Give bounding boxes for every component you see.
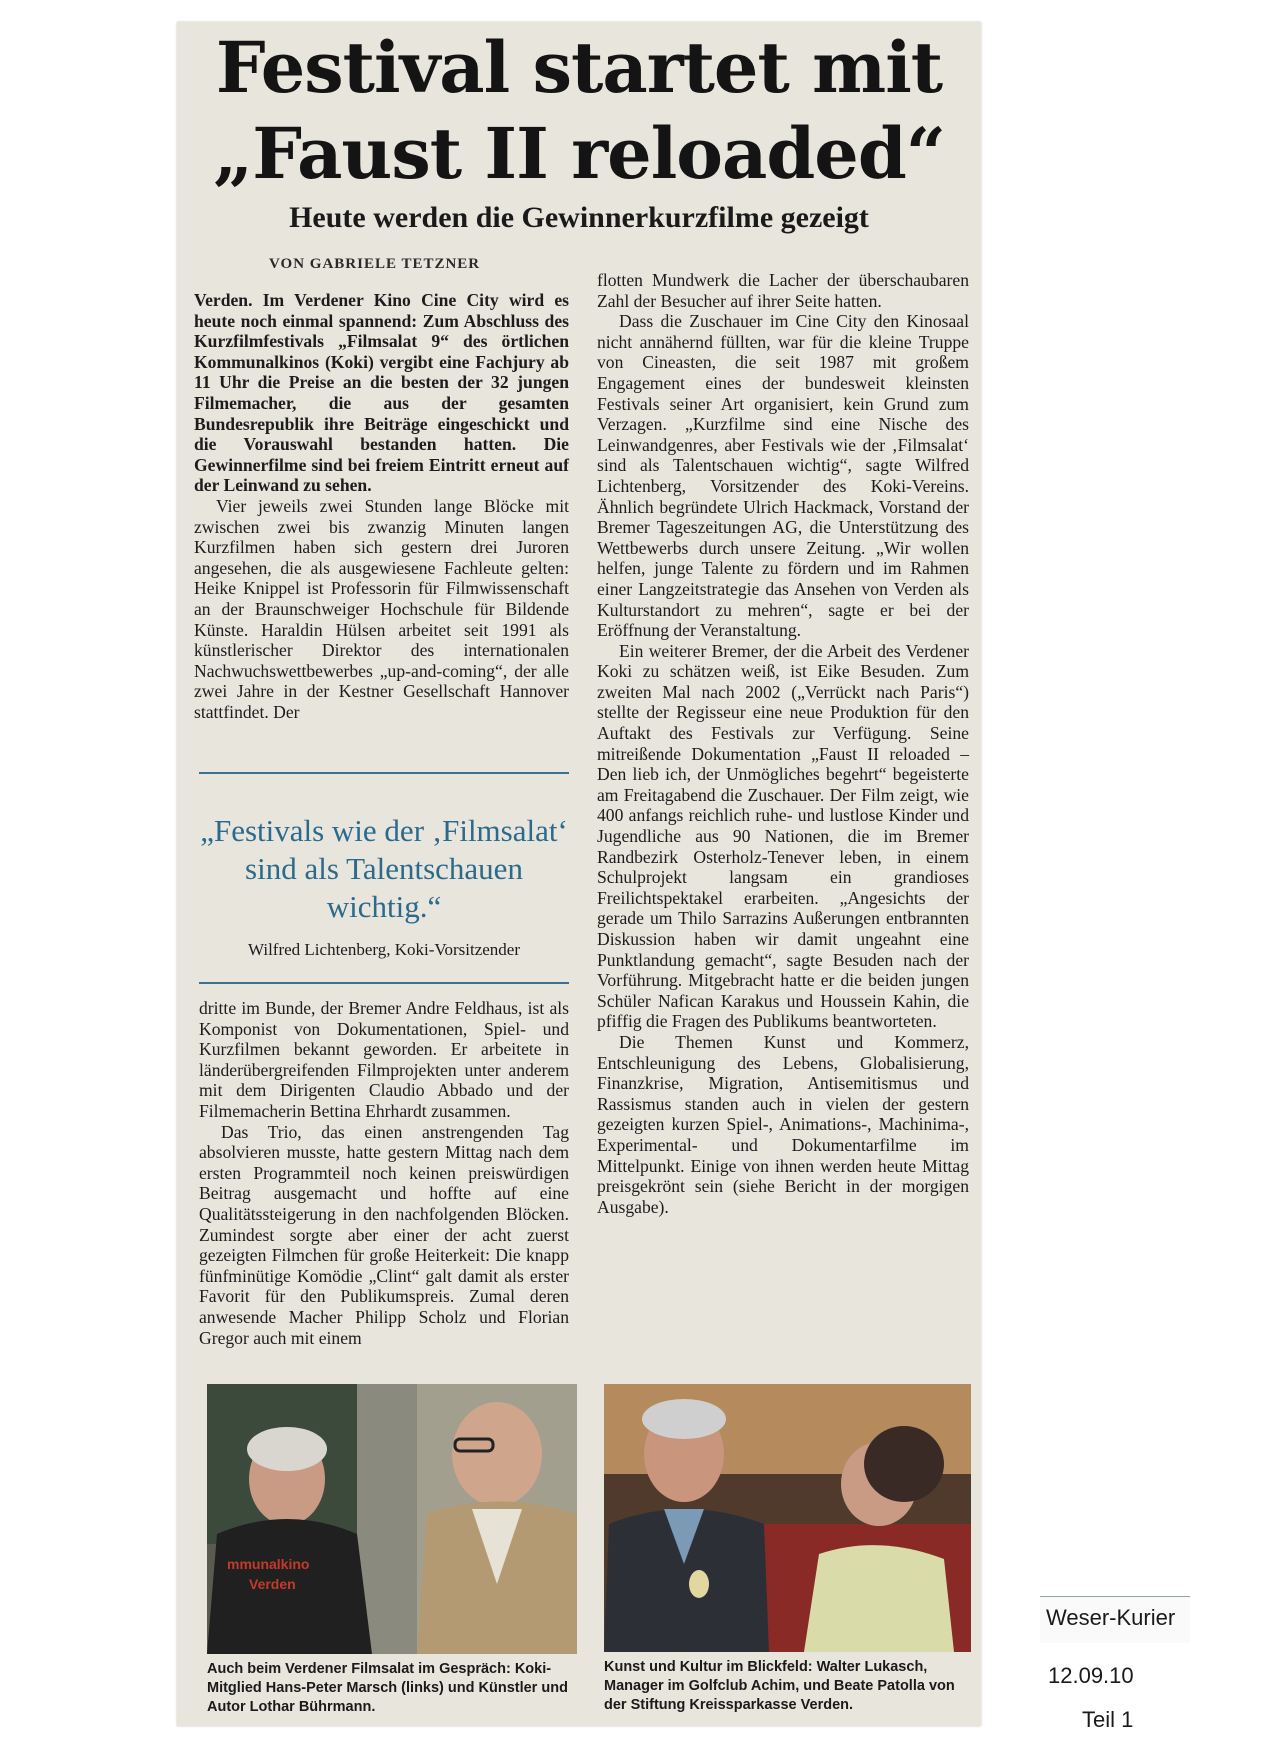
caption-photo-2: Kunst und Kultur im Blickfeld: Walter Lukasch, Manager im Golfclub Achim, und Beate Patolla von der Stiftung Kreissparkasse Verden. <box>604 1659 955 1713</box>
paragraph: Vier jeweils zwei Stunden lange Blöcke mit zwischen zwei bis zwanzig Minuten langen Kurzfilmen haben sich gestern drei Juroren angesehen, die als ausgewiesene Fachleute gelten: Heike Knippel ist Professorin für Filmwissenschaft an der Braunschweiger Hochschule für Bildende Künste. Haraldin Hülsen arbeitet seit 1991 als künstlerischer Direktor des internationalen Nachwuchswettbewerbes „up-and-coming“, der alle zwei Jahre in der Kestner Gesellschaft Hannover stattfindet. Der <box>194 495 569 722</box>
paragraph: dritte im Bunde, der Bremer Andre Feldhaus, ist als Komponist von Dokumentationen, Spiel- und Kurzfilmen bekannt geworden. Er arbeitete in länderübergreifenden Filmprojekten unter anderem mit dem Dirigenten Claudio Abbado und der Filmemacherin Bettina Ehrhardt zusammen. <box>199 998 569 1121</box>
source-part: Teil 1 <box>1082 1707 1134 1732</box>
shirt-text: mmunalkino <box>227 1556 310 1572</box>
photo-lukasch-patolla <box>604 1384 971 1652</box>
paragraph: Das Trio, das einen anstrengenden Tag absolvieren musste, hatte gestern Mittag nach dem ersten Programmteil noch keinen preiswürdigen Beitrag ausgemacht und hoffte auf eine Qualitätssteigerung in den nachfolgenden Blöcken. Zumindest sorgte aber einer der acht zuerst gezeigten Filmchen für große Heiterkeit: Die knapp fünfminütige Komödie „Clint“ galt damit als erster Favorit für den Publikumspreis. Zumal deren anwesende Macher Philipp Scholz und Florian Gregor auch mit einem <box>199 1121 569 1348</box>
newspaper-clipping <box>177 22 981 1726</box>
source-paper: Weser-Kurier <box>1046 1605 1176 1630</box>
quote-text: „Festivals wie der ‚Filmsalat‘ sind als Talentschauen wichtig.“ <box>200 813 568 924</box>
photo-marsch-buehrmann <box>207 1384 577 1654</box>
byline: VON GABRIELE TETZNER <box>269 256 481 272</box>
column-1-bottom <box>199 998 569 1348</box>
pull-quote <box>199 772 569 984</box>
shirt-text-2: Verden <box>249 1576 296 1592</box>
photo-illustration <box>604 1384 971 1652</box>
column-2 <box>597 270 969 1217</box>
headline-line-2: „Faust II reloaded“ <box>212 112 946 195</box>
source-date: 12.09.10 <box>1048 1663 1134 1688</box>
paragraph: flotten Mundwerk die Lacher der überschaubaren Zahl der Besucher auf ihrer Seite hatten. <box>597 270 969 311</box>
lead-paragraph: Verden. Im Verdener Kino Cine City wird es heute noch einmal spannend: Zum Abschluss des Kurzfilmfestivals „Filmsalat 9“ des örtlichen Kommunalkinos (Koki) vergibt eine Fachjury ab 11 Uhr die Preise an die besten der 32 jungen Filmemacher, die aus der gesamten Bundesrepublik ihre Beiträge eingeschickt und die Vorauswahl bestanden hatten. Die Gewinnerfilme sind bei freiem Eintritt erneut auf der Leinwand zu sehen. <box>194 290 569 496</box>
quote-attribution: Wilfred Lichtenberg, Koki-Vorsitzender <box>247 940 521 959</box>
caption-photo-1: Auch beim Verdener Filmsalat im Gespräch: Koki-Mitglied Hans-Peter Marsch (links) und Künstler und Autor Lothar Bührmann. <box>207 1661 568 1715</box>
paragraph: Ein weiterer Bremer, der die Arbeit des Verdener Koki zu schätzen weiß, ist Eike Besuden. Zum zweiten Mal nach 2002 („Verrückt nach Paris“) stellte der Regisseur eine neue Produktion für den Auftakt des Festivals zur Verfügung. Seine mitreißende Dokumentation „Faust II reloaded – Den lieb ich, der Unmögliches begehrt“ begeisterte am Freitagabend die Zuschauer. Der Film zeigt, wie 400 anfangs reichlich ruhe- und lustlose Kinder und Jugendliche aus 90 Nationen, die im Bremer Randbezirk Osterholz-Tenever leben, in einem Schulprojekt langsam ein grandioses Freilichtspektakel erarbeiten. „Angesichts der gerade um Thilo Sarrazins Außerungen entbrannten Diskussion haben wir damit ungeahnt eine Punktlandung gemacht“, sagte Besuden nach der Vorführung. Mitgebracht hatte er die beiden jungen Schüler Nafican Karakus und Houssein Kahin, die pfiffig die Fragen des Publikums beantworteten. <box>597 640 969 1032</box>
paragraph: Dass die Zuschauer im Cine City den Kinosaal nicht annähernd füllten, war für die kleine Truppe von Cineasten, die seit 1987 mit großem Engagement eines der bundesweit kleinsten Festivals seiner Art organisiert, kein Grund zum Verzagen. „Kurzfilme sind eine Nische des Leinwandgenres, aber Festivals wie der ‚Filmsalat‘ sind als Talentschauen wichtig“, sagte Wilfred Lichtenberg, Vorsitzender des Koki-Vereins. Ähnlich begründete Ulrich Hackmack, Vorstand der Bremer Tageszeitungen AG, die Unterstützung des Wettbewerbs durch unsere Zeitung. „Wir wollen helfen, junge Talente zu fördern und im Rahmen einer Langzeitstrategie das Ansehen von Verden als Kulturstandort zu mehren“, sagte er bei der Eröffnung der Veranstaltung. <box>597 311 969 641</box>
quote-rule-top <box>199 772 569 774</box>
subheadline: Heute werden die Gewinnerkurzfilme gezeigt <box>289 201 869 234</box>
column-1-top <box>194 290 569 722</box>
paragraph: Die Themen Kunst und Kommerz, Entschleunigung des Lebens, Globalisierung, Finanzkrise, Migration, Antisemitismus und Rassismus standen auch in vielen der gestern gezeigten kurzen Spiel-, Animations-, Machinima-, Experimental- und Dokumentarfilme im Mittelpunkt. Einige von ihnen werden heute Mittag preisgekrönt sein (siehe Bericht in der morgigen Ausgabe). <box>597 1031 969 1217</box>
photo-illustration <box>207 1384 577 1654</box>
quote-rule-bottom <box>199 982 569 984</box>
headline-line-1: Festival startet mit <box>215 26 943 109</box>
